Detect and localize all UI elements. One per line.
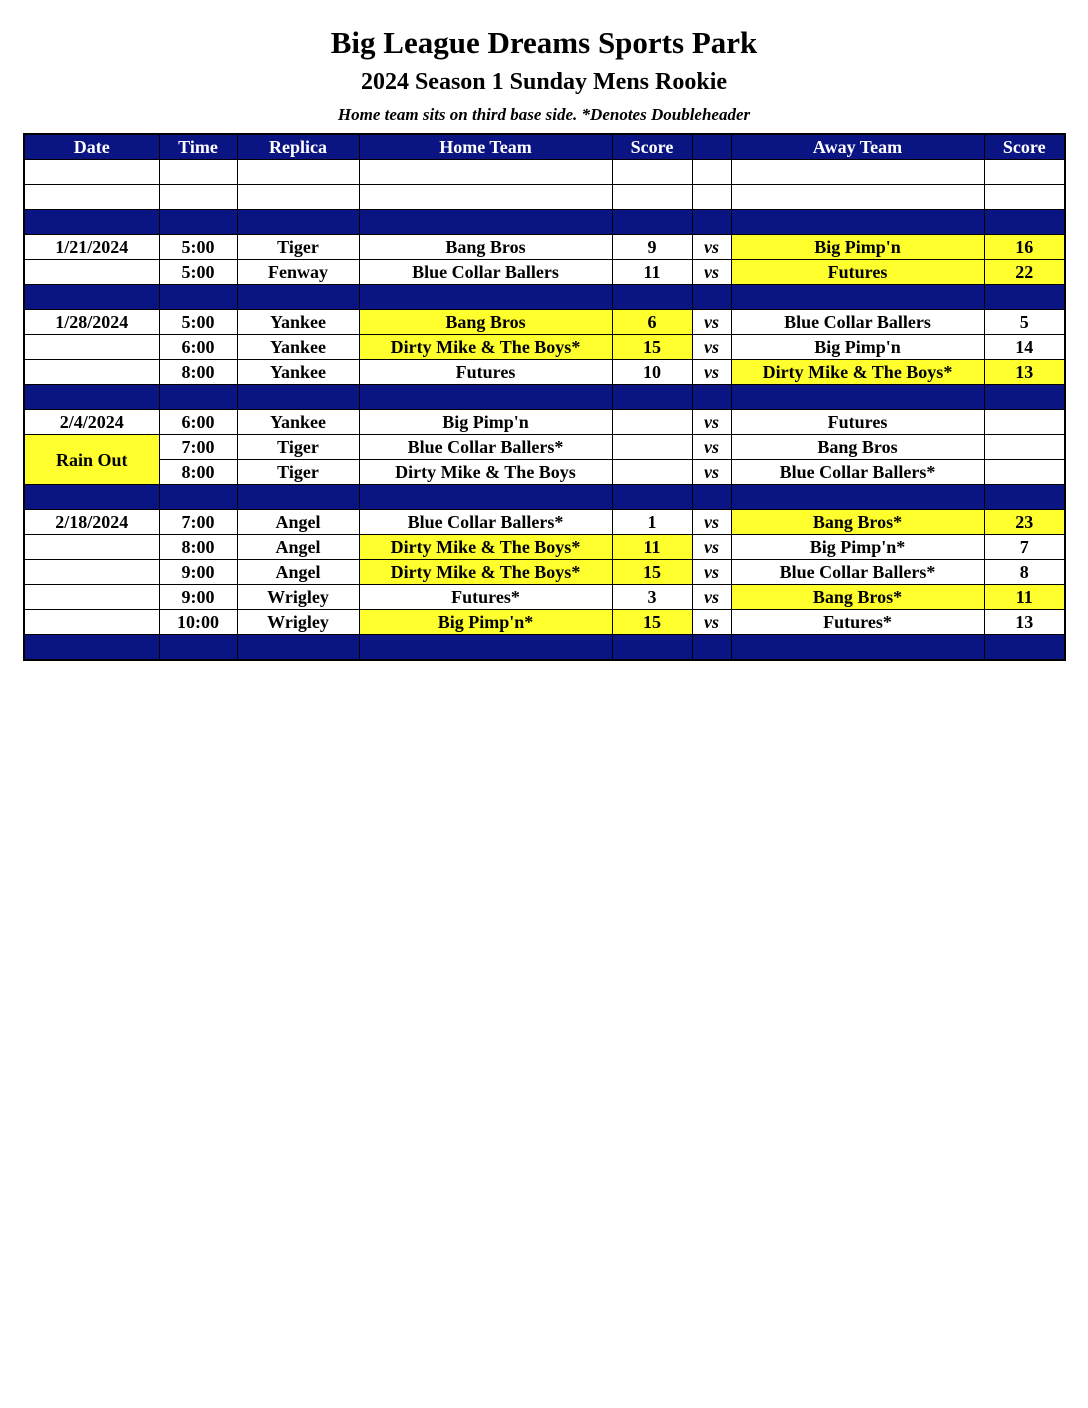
game-replica: Yankee bbox=[237, 410, 359, 435]
separator-row bbox=[24, 210, 1065, 235]
game-row bbox=[24, 335, 1065, 360]
away-score: 13 bbox=[984, 360, 1065, 385]
schedule-note: Home team sits on third base side. *Denotes Doubleheader bbox=[337, 105, 751, 124]
away-team: Bang Bros bbox=[731, 435, 984, 460]
away-team: Bang Bros* bbox=[731, 510, 984, 535]
away-team: Futures bbox=[731, 260, 984, 285]
away-score bbox=[984, 410, 1065, 435]
away-score: 14 bbox=[984, 335, 1065, 360]
game-time: 5:00 bbox=[159, 235, 237, 260]
away-score: 22 bbox=[984, 260, 1065, 285]
away-score: 13 bbox=[984, 610, 1065, 635]
game-row bbox=[24, 260, 1065, 285]
game-replica: Wrigley bbox=[237, 585, 359, 610]
blank-row bbox=[24, 160, 1065, 185]
game-time: 5:00 bbox=[159, 260, 237, 285]
game-row bbox=[24, 610, 1065, 635]
vs-label: vs bbox=[692, 460, 731, 485]
vs-label: vs bbox=[692, 260, 731, 285]
game-row bbox=[24, 360, 1065, 385]
home-team: Big Pimp'n* bbox=[359, 610, 612, 635]
away-team: Futures bbox=[731, 410, 984, 435]
game-replica: Angel bbox=[237, 535, 359, 560]
home-score bbox=[612, 410, 692, 435]
home-team: Bang Bros bbox=[359, 310, 612, 335]
away-team: Bang Bros* bbox=[731, 585, 984, 610]
game-time: 6:00 bbox=[159, 335, 237, 360]
home-score: 15 bbox=[612, 335, 692, 360]
game-date: 1/21/2024 bbox=[24, 235, 159, 260]
page-subtitle: 2024 Season 1 Sunday Mens Rookie bbox=[360, 69, 728, 95]
game-row bbox=[24, 560, 1065, 585]
column-header-away-team: Away Team bbox=[731, 134, 984, 160]
game-replica: Yankee bbox=[237, 310, 359, 335]
game-replica: Angel bbox=[237, 510, 359, 535]
home-team: Dirty Mike & The Boys* bbox=[359, 335, 612, 360]
game-row bbox=[24, 410, 1065, 435]
vs-label: vs bbox=[692, 360, 731, 385]
column-header-away-score: Score bbox=[984, 134, 1065, 160]
vs-label: vs bbox=[692, 560, 731, 585]
home-score: 11 bbox=[612, 260, 692, 285]
away-score: 16 bbox=[984, 235, 1065, 260]
game-time: 8:00 bbox=[159, 360, 237, 385]
game-time: 9:00 bbox=[159, 585, 237, 610]
schedule-table bbox=[23, 133, 1066, 661]
home-team: Futures bbox=[359, 360, 612, 385]
game-time: 8:00 bbox=[159, 535, 237, 560]
home-team: Dirty Mike & The Boys* bbox=[359, 560, 612, 585]
away-team: Futures* bbox=[731, 610, 984, 635]
blank-row bbox=[24, 185, 1065, 210]
game-row bbox=[24, 510, 1065, 535]
home-score: 10 bbox=[612, 360, 692, 385]
away-score: 5 bbox=[984, 310, 1065, 335]
game-row bbox=[24, 535, 1065, 560]
game-date bbox=[24, 360, 159, 385]
vs-label: vs bbox=[692, 610, 731, 635]
game-replica: Tiger bbox=[237, 460, 359, 485]
home-score: 15 bbox=[612, 610, 692, 635]
away-team: Dirty Mike & The Boys* bbox=[731, 360, 984, 385]
separator-row bbox=[24, 485, 1065, 510]
home-score: 3 bbox=[612, 585, 692, 610]
game-date bbox=[24, 610, 159, 635]
home-score: 1 bbox=[612, 510, 692, 535]
away-score: 7 bbox=[984, 535, 1065, 560]
game-date: 1/28/2024 bbox=[24, 310, 159, 335]
game-date: 2/18/2024 bbox=[24, 510, 159, 535]
away-score bbox=[984, 460, 1065, 485]
game-replica: Yankee bbox=[237, 360, 359, 385]
vs-label: vs bbox=[692, 410, 731, 435]
rain-out-badge: Rain Out bbox=[24, 435, 159, 485]
game-replica: Angel bbox=[237, 560, 359, 585]
home-team: Futures* bbox=[359, 585, 612, 610]
game-replica: Tiger bbox=[237, 435, 359, 460]
away-score: 23 bbox=[984, 510, 1065, 535]
away-team: Blue Collar Ballers* bbox=[731, 560, 984, 585]
game-time: 10:00 bbox=[159, 610, 237, 635]
vs-label: vs bbox=[692, 585, 731, 610]
home-team: Dirty Mike & The Boys* bbox=[359, 535, 612, 560]
home-team: Dirty Mike & The Boys bbox=[359, 460, 612, 485]
game-replica: Wrigley bbox=[237, 610, 359, 635]
game-replica: Yankee bbox=[237, 335, 359, 360]
game-replica: Tiger bbox=[237, 235, 359, 260]
header-row bbox=[24, 134, 1065, 160]
game-row bbox=[24, 435, 1065, 460]
game-row bbox=[24, 460, 1065, 485]
away-team: Big Pimp'n bbox=[731, 235, 984, 260]
away-score bbox=[984, 435, 1065, 460]
vs-label: vs bbox=[692, 335, 731, 360]
vs-label: vs bbox=[692, 535, 731, 560]
column-header-date: Date bbox=[24, 134, 159, 160]
away-score: 11 bbox=[984, 585, 1065, 610]
game-date bbox=[24, 535, 159, 560]
game-date bbox=[24, 585, 159, 610]
away-team: Big Pimp'n bbox=[731, 335, 984, 360]
away-team: Blue Collar Ballers* bbox=[731, 460, 984, 485]
home-score: 15 bbox=[612, 560, 692, 585]
away-team: Blue Collar Ballers bbox=[731, 310, 984, 335]
home-team: Blue Collar Ballers bbox=[359, 260, 612, 285]
game-date: 2/4/2024 bbox=[24, 410, 159, 435]
vs-label: vs bbox=[692, 310, 731, 335]
game-row bbox=[24, 235, 1065, 260]
away-team: Big Pimp'n* bbox=[731, 535, 984, 560]
game-time: 7:00 bbox=[159, 435, 237, 460]
home-score bbox=[612, 435, 692, 460]
separator-row bbox=[24, 285, 1065, 310]
away-score: 8 bbox=[984, 560, 1065, 585]
game-time: 6:00 bbox=[159, 410, 237, 435]
column-header-replica: Replica bbox=[237, 134, 359, 160]
column-header-time: Time bbox=[159, 134, 237, 160]
game-time: 5:00 bbox=[159, 310, 237, 335]
game-time: 8:00 bbox=[159, 460, 237, 485]
game-time: 7:00 bbox=[159, 510, 237, 535]
vs-label: vs bbox=[692, 235, 731, 260]
column-header-vs bbox=[692, 134, 731, 160]
home-team: Blue Collar Ballers* bbox=[359, 435, 612, 460]
game-date bbox=[24, 260, 159, 285]
game-date bbox=[24, 335, 159, 360]
game-time: 9:00 bbox=[159, 560, 237, 585]
home-team: Bang Bros bbox=[359, 235, 612, 260]
column-header-home-team: Home Team bbox=[359, 134, 612, 160]
game-row bbox=[24, 310, 1065, 335]
home-score: 11 bbox=[612, 535, 692, 560]
vs-label: vs bbox=[692, 510, 731, 535]
home-score: 9 bbox=[612, 235, 692, 260]
game-replica: Fenway bbox=[237, 260, 359, 285]
home-score: 6 bbox=[612, 310, 692, 335]
home-team: Big Pimp'n bbox=[359, 410, 612, 435]
game-date bbox=[24, 560, 159, 585]
home-team: Blue Collar Ballers* bbox=[359, 510, 612, 535]
separator-row bbox=[24, 635, 1065, 661]
vs-label: vs bbox=[692, 435, 731, 460]
home-score bbox=[612, 460, 692, 485]
page-title: Big League Dreams Sports Park bbox=[330, 25, 758, 60]
game-row bbox=[24, 585, 1065, 610]
column-header-home-score: Score bbox=[612, 134, 692, 160]
separator-row bbox=[24, 385, 1065, 410]
